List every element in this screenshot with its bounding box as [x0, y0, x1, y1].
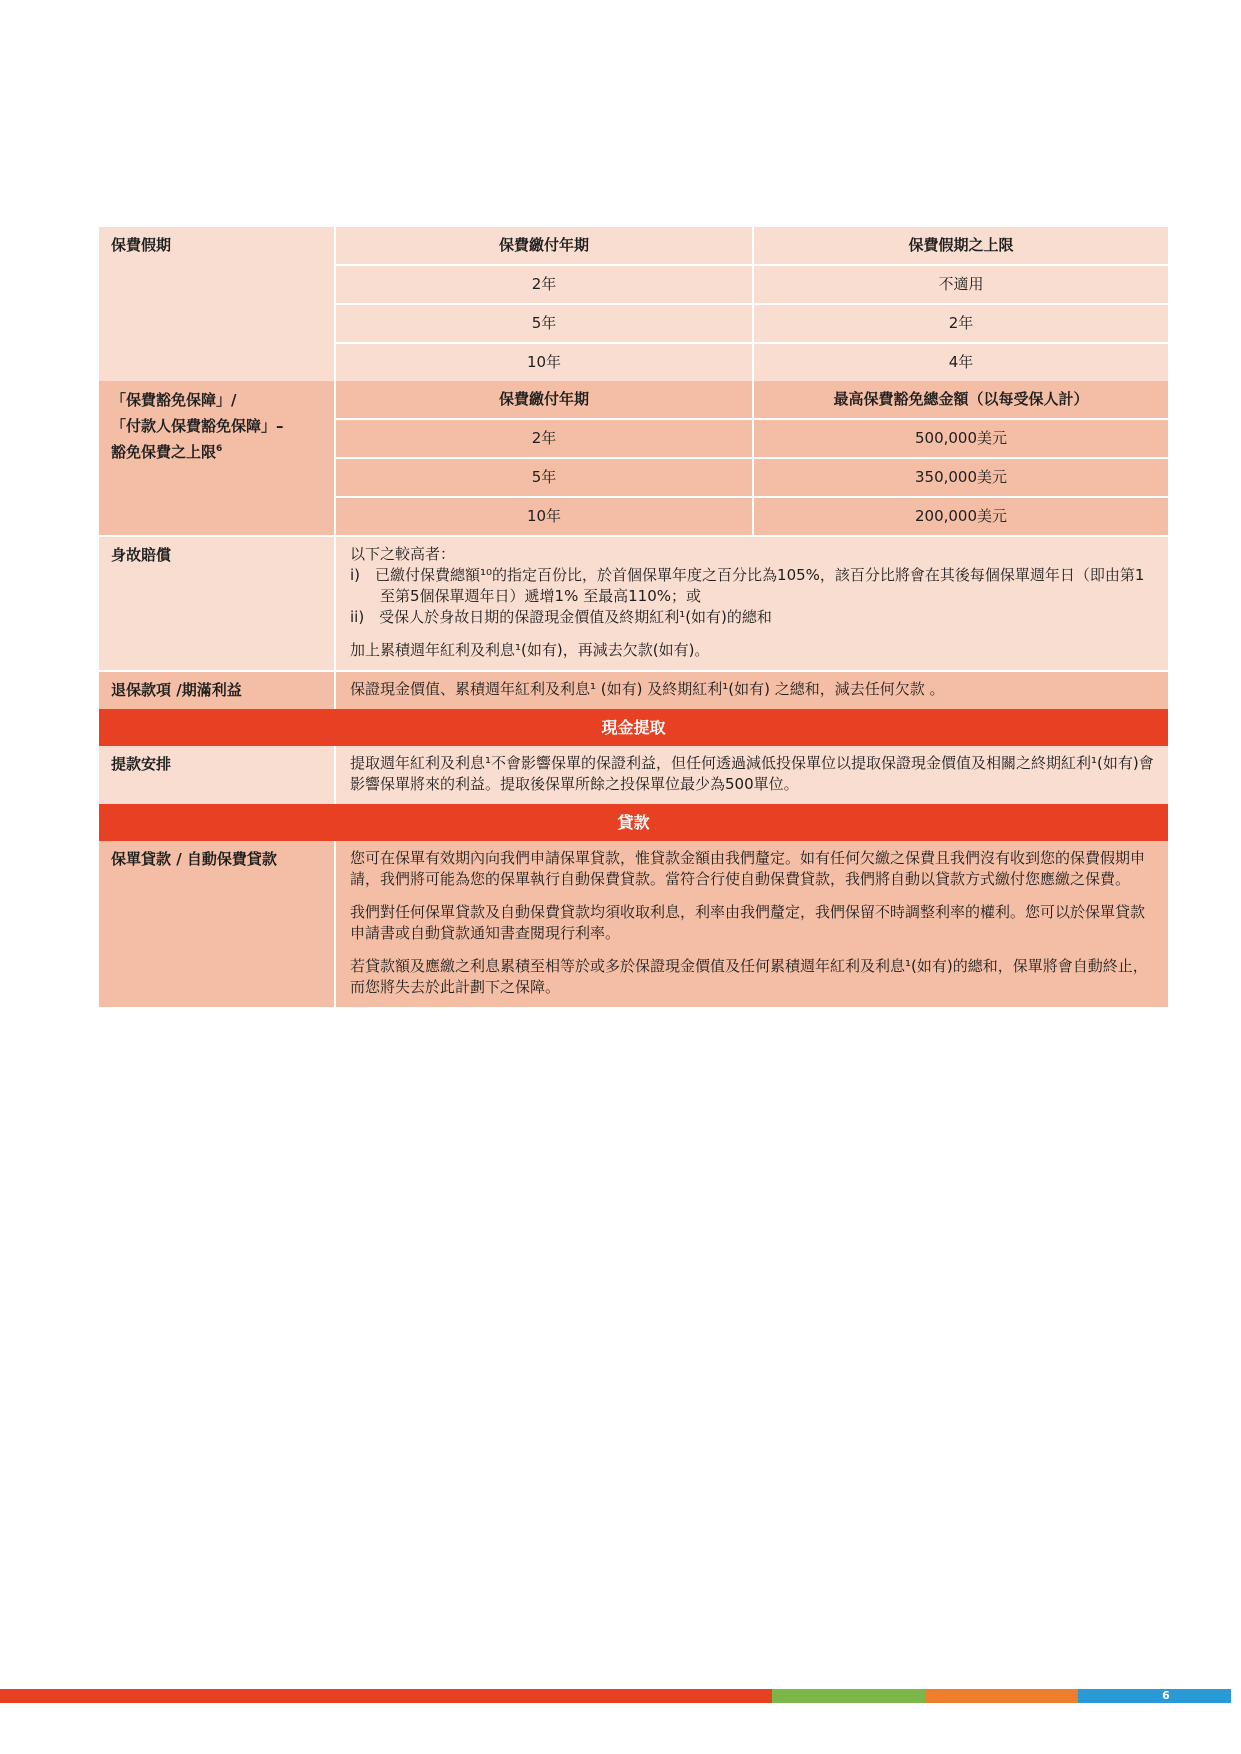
- loan-section-title: 貸款: [99, 804, 1168, 841]
- premium-term-cell: 2年: [335, 419, 753, 458]
- surrender-row: [99, 671, 1168, 709]
- premium-term-cell: 2年: [335, 265, 753, 304]
- premium-term-cell: 5年: [335, 458, 753, 497]
- surrender-text: 保證現金價值、累積週年紅利及利息¹ (如有) 及終期紅利¹(如有) 之總和，減去任何欠款 。: [335, 671, 1168, 709]
- death-benefit-label: 身故賠償: [99, 536, 335, 671]
- withdrawal-label: 提款安排: [99, 746, 335, 804]
- max-waiver-cell: 350,000美元: [753, 458, 1168, 497]
- policy-loan-paragraph: 我們對任何保單貸款及自動保費貸款均須收取利息，利率由我們釐定，我們保留不時調整利率的權利。您可以於保單貸款申請書或自動貸款通知書查閱現行利率。: [350, 903, 1146, 942]
- premium-holiday-label: 保費假期: [99, 227, 335, 381]
- max-waiver-header: 最高保費豁免總金額（以每受保人計）: [753, 381, 1168, 419]
- footer-bar-red: [0, 1689, 772, 1703]
- footer-bar-orange: [925, 1689, 1078, 1703]
- death-benefit-item: i) 已繳付保費總額¹⁰的指定百份比，於首個保單年度之百分比為105%，該百分比將會在其後每個保單週年日（即由第1至第5個保單週年日）遞增1% 至最高110%；或: [350, 566, 1145, 605]
- withdrawal-row: [99, 746, 1168, 804]
- holiday-limit-header: 保費假期之上限: [753, 227, 1168, 265]
- footnote-ref: 6: [216, 444, 223, 454]
- premium-term-cell: 5年: [335, 304, 753, 343]
- policy-loan-row: [99, 841, 1168, 1007]
- policy-loan-text: [335, 841, 1168, 1007]
- withdrawal-text: 提取週年紅利及利息¹不會影響保單的保證利益，但任何透過減低投保單位以提取保證現金價值及相關之終期紅利¹(如有)會影響保單將來的利益。提取後保單所餘之投保單位最少為500單位。: [350, 754, 1154, 793]
- waiver-header-row: [99, 381, 1168, 419]
- waiver-label-line: [111, 439, 324, 465]
- premium-holiday-header-row: [99, 227, 1168, 265]
- page-number: 6: [1162, 1689, 1170, 1702]
- loan-section-row: [99, 804, 1168, 841]
- death-benefit-intro: 以下之較高者：: [350, 545, 456, 563]
- holiday-limit-cell: 4年: [753, 343, 1168, 381]
- death-benefit-row: [99, 536, 1168, 671]
- death-benefit-text: [335, 536, 1168, 671]
- product-features-table: [99, 227, 1168, 1007]
- max-waiver-cell: 200,000美元: [753, 497, 1168, 536]
- holiday-limit-cell: 2年: [753, 304, 1168, 343]
- waiver-label-line: 「付款人保費豁免保障」–: [111, 417, 284, 435]
- premium-term-header: 保費繳付年期: [498, 236, 589, 254]
- policy-loan-paragraph: 您可在保單有效期內向我們申請保單貸款，惟貸款金額由我們釐定。如有任何欠繳之保費且我們沒有收到您的保費假期申請，我們將可能為您的保單執行自動保費貸款。當符合行使自動保費貸款，我們將自動以貸款方式繳付您應繳之保費。: [350, 849, 1146, 888]
- policy-loan-paragraph: 若貸款額及應繳之利息累積至相等於或多於保證現金價值及任何累積週年紅利及利息¹(如有)的總和，保單將會自動終止，而您將失去於此計劃下之保障。: [350, 957, 1148, 996]
- death-benefit-footer: 加上累積週年紅利及利息¹(如有)，再減去欠款(如有)。: [350, 641, 710, 659]
- waiver-label-text: 豁免保費之上限: [111, 443, 217, 461]
- holiday-limit-cell: 不適用: [753, 265, 1168, 304]
- policy-loan-label: 保單貸款 / 自動保費貸款: [99, 841, 335, 1007]
- waiver-label: [99, 381, 335, 536]
- waiver-label-line: 「保費豁免保障」/: [111, 391, 237, 409]
- premium-term-cell: 10年: [335, 497, 753, 536]
- max-waiver-cell: 500,000美元: [753, 419, 1168, 458]
- death-benefit-item: ii) 受保人於身故日期的保證現金價值及終期紅利¹(如有)的總和: [350, 608, 772, 626]
- cash-section-row: [99, 709, 1168, 746]
- premium-term-header: 保費繳付年期: [498, 390, 589, 408]
- premium-term-cell: 10年: [335, 343, 753, 381]
- cash-section-title: 現金提取: [99, 709, 1168, 746]
- footer-bar-blue: [1078, 1689, 1231, 1703]
- surrender-label: 退保款項 /期滿利益: [99, 671, 335, 709]
- footer-bar-green: [772, 1689, 925, 1703]
